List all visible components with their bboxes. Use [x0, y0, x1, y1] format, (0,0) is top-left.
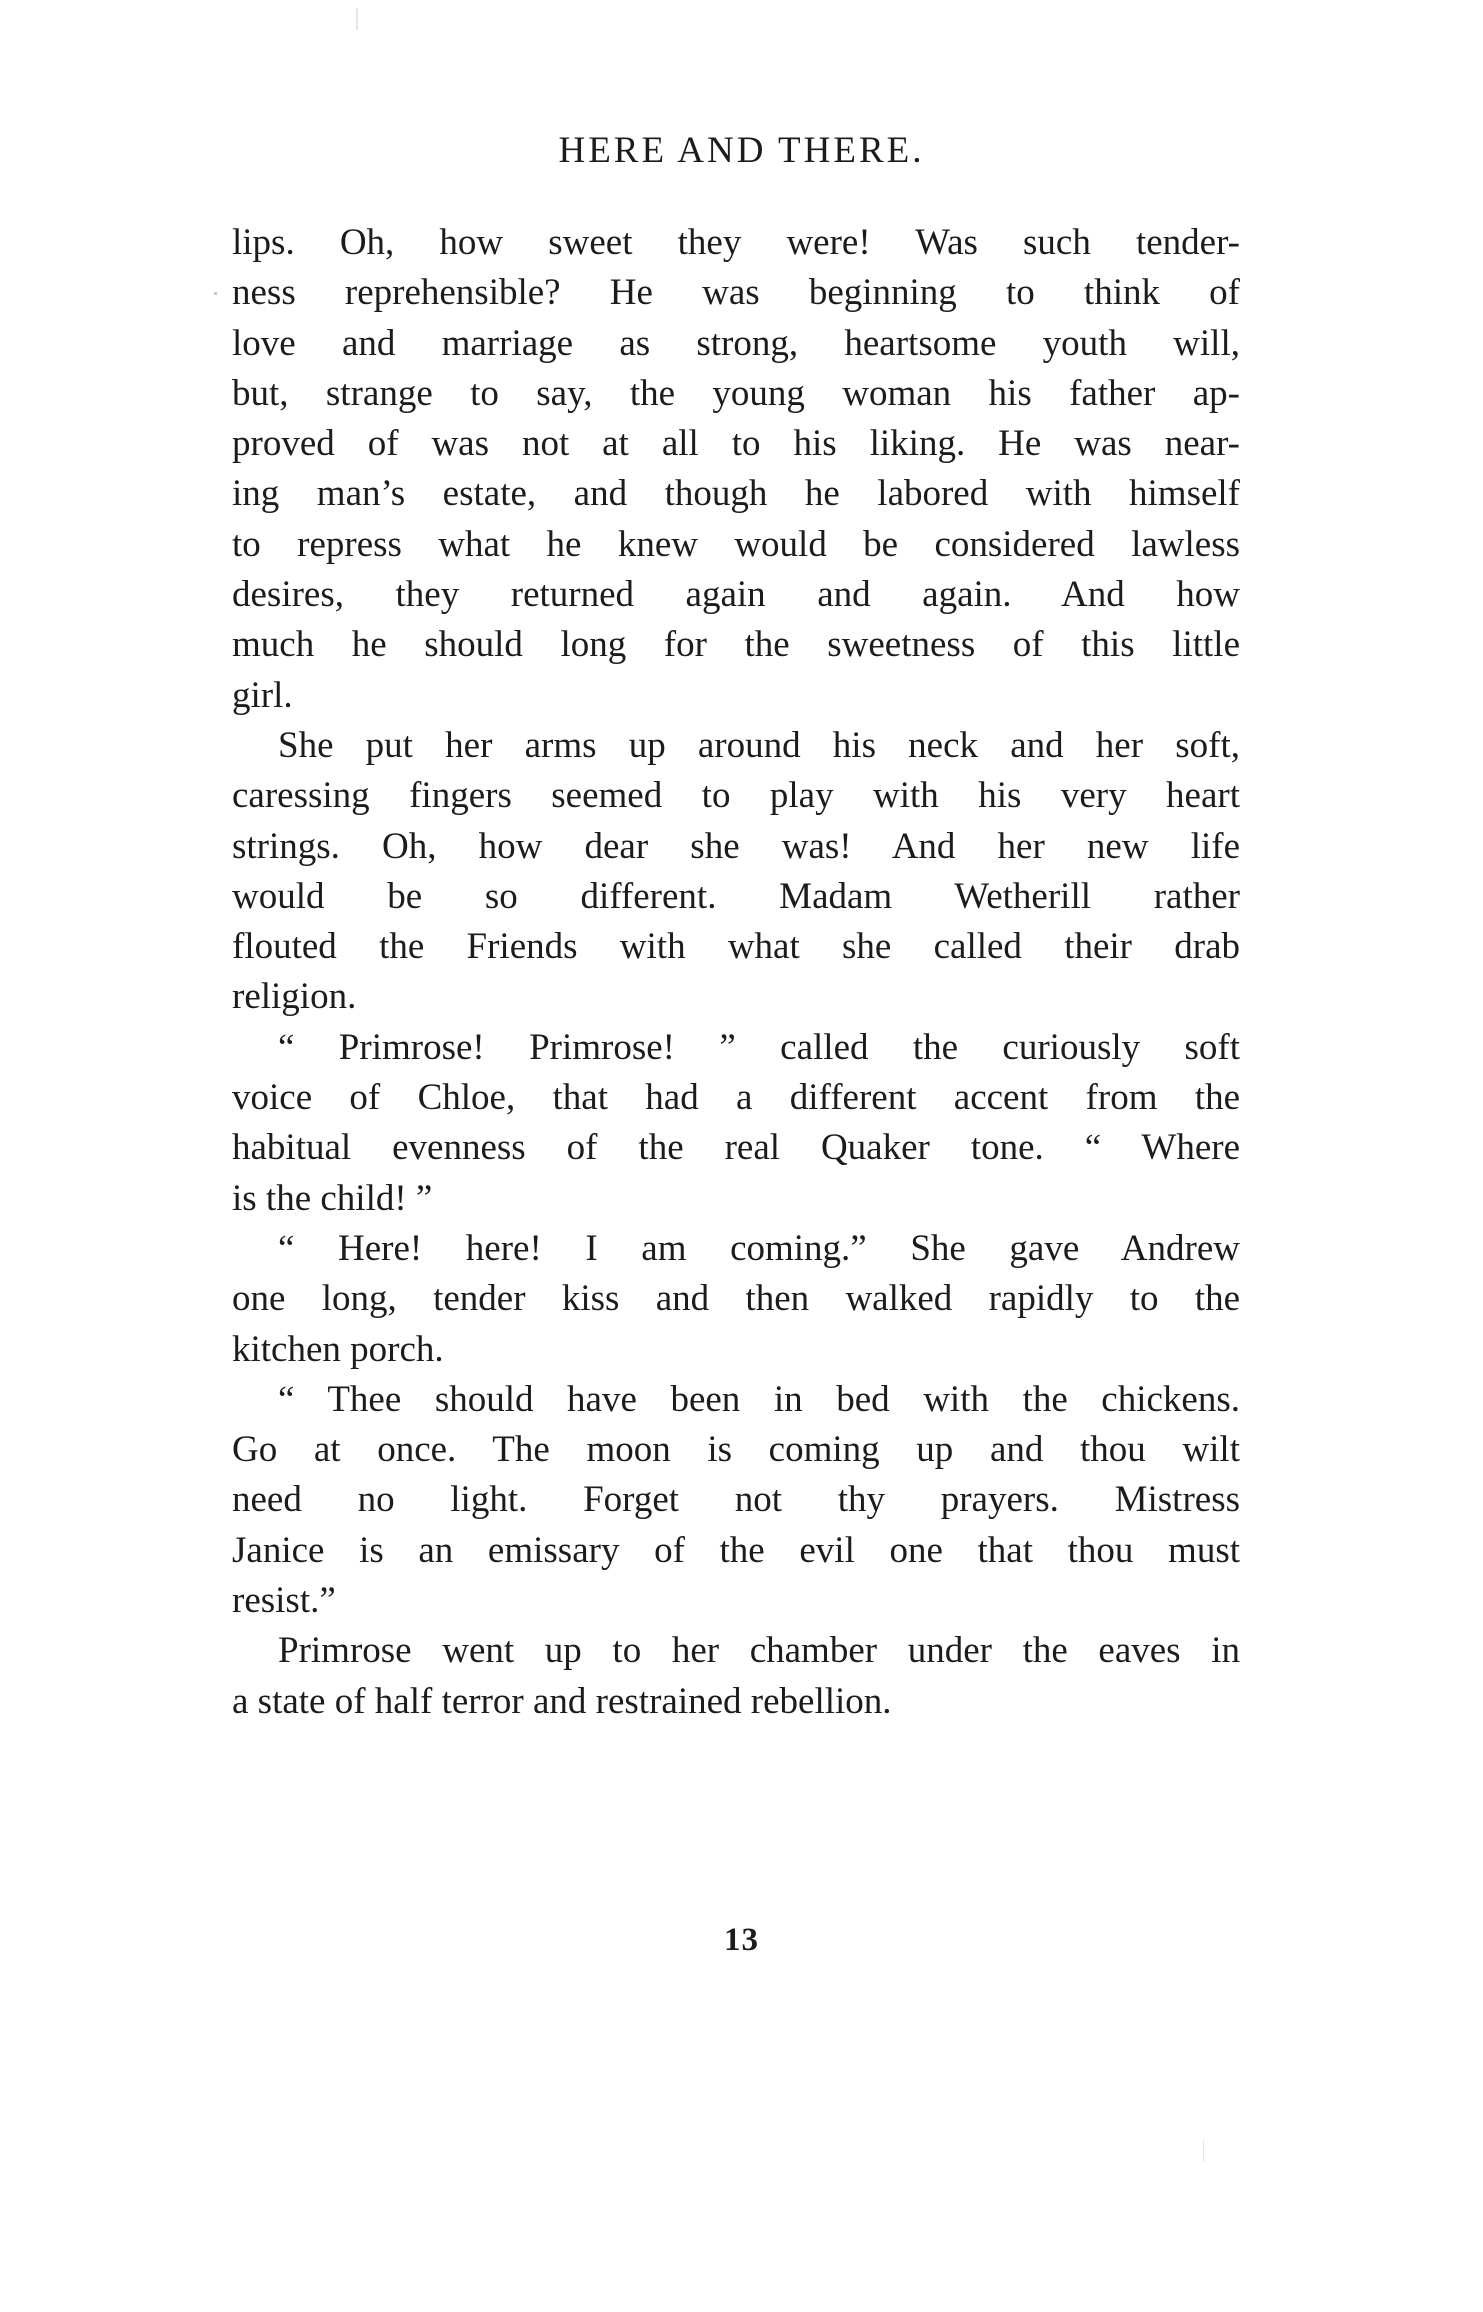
text-line: Go at once. The moon is coming up and thou wilt — [232, 1429, 1240, 1471]
text-line: ness reprehensible? He was beginning to think of — [232, 272, 1240, 314]
paper-speck — [356, 8, 358, 30]
text-line: “ Here! here! I am coming.” She gave Andrew — [278, 1227, 1240, 1269]
text-line: girl. — [232, 674, 293, 716]
text-line: ing man’s estate, and though he labored with himself — [232, 473, 1240, 515]
page-number: 13 — [724, 1922, 759, 1958]
text-line: need no light. Forget not thy prayers. Mistress — [232, 1479, 1240, 1521]
paper-speck — [1203, 2140, 1204, 2162]
text-line: kitchen porch. — [232, 1328, 444, 1370]
text-line: strings. Oh, how dear she was! And her new life — [232, 825, 1240, 867]
text-line: lips. Oh, how sweet they were! Was such tender- — [232, 222, 1240, 263]
text-line: but, strange to say, the young woman his father ap- — [232, 372, 1240, 414]
text-line: flouted the Friends with what she called their drab — [232, 926, 1240, 968]
running-head: HERE AND THERE. — [558, 130, 925, 171]
text-line: resist.” — [232, 1580, 336, 1622]
text-line: would be so different. Madam Wetherill rather — [232, 875, 1240, 917]
text-line: Primrose went up to her chamber under the eaves in — [278, 1630, 1240, 1672]
text-line: voice of Chloe, that had a different accent from the — [232, 1077, 1240, 1119]
text-line: Janice is an emissary of the evil one that thou must — [232, 1529, 1240, 1571]
body-text — [232, 218, 1240, 1727]
text-line: desires, they returned again and again. And how — [232, 574, 1240, 616]
text-line: much he should long for the sweetness of this little — [232, 624, 1240, 666]
text-line: one long, tender kiss and then walked rapidly to the — [232, 1278, 1240, 1320]
paper-speck — [214, 292, 217, 295]
text-line: habitual evenness of the real Quaker tone. “ Where — [232, 1127, 1240, 1169]
text-line: She put her arms up around his neck and her soft, — [278, 724, 1240, 766]
text-line: caressing fingers seemed to play with his very heart — [232, 775, 1240, 817]
text-line: religion. — [232, 976, 357, 1018]
text-line: “ Thee should have been in bed with the chickens. — [278, 1378, 1240, 1420]
text-line: love and marriage as strong, heartsome youth will, — [232, 322, 1240, 364]
text-line: a state of half terror and restrained rebellion. — [232, 1680, 892, 1722]
text-line: proved of was not at all to his liking. He was near- — [232, 423, 1240, 465]
text-line: “ Primrose! Primrose! ” called the curiously soft — [278, 1026, 1240, 1068]
text-line: to repress what he knew would be considered lawless — [232, 523, 1240, 565]
text-line: is the child! ” — [232, 1177, 433, 1219]
